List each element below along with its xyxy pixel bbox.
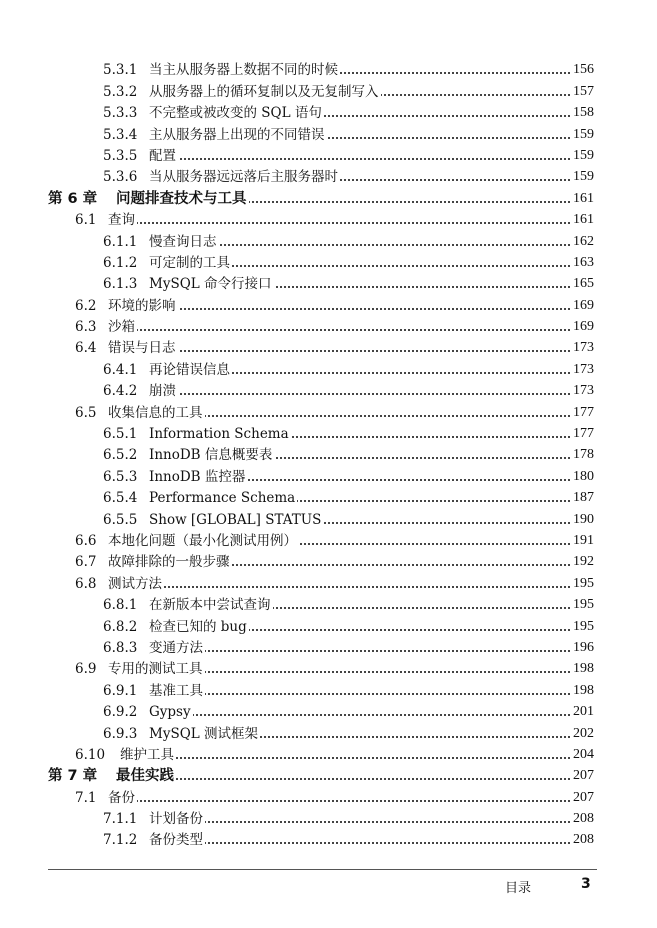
leader-dots <box>108 800 594 802</box>
toc-entry-page: 162 <box>573 233 594 249</box>
toc-chapter <box>0 185 657 206</box>
toc-entry-page: 157 <box>573 83 594 99</box>
toc-entry-page: 159 <box>573 126 594 142</box>
leader-dots <box>149 693 594 695</box>
toc-entry <box>0 100 657 121</box>
toc-entry-page: 195 <box>573 597 594 613</box>
toc-chapter-page: 161 <box>573 190 594 206</box>
toc-entry-title: Performance Schema <box>149 490 296 507</box>
toc-section <box>0 292 657 313</box>
leader-dots <box>108 308 594 310</box>
toc-entry-page: 198 <box>573 682 594 698</box>
toc-section <box>0 528 657 549</box>
toc-entry-page: 202 <box>573 725 594 741</box>
toc-entry-number: 6.5.5 <box>103 511 138 528</box>
toc-entry-number: 6.1.3 <box>103 276 138 293</box>
toc-section-page: 169 <box>573 319 594 335</box>
toc-entry-title: 崩溃 <box>149 383 176 400</box>
toc-entry-title: 慢查询日志 <box>149 233 217 250</box>
toc-entry-number: 7.1.2 <box>103 832 138 849</box>
toc-entry <box>0 378 657 399</box>
leader-dots <box>108 350 594 352</box>
toc-entry-title: 变通方法 <box>149 639 203 656</box>
toc-section-number: 6.2 <box>75 297 97 314</box>
leader-dots <box>149 158 594 160</box>
toc-entry <box>0 271 657 292</box>
toc-entry-title: 可定制的工具 <box>149 254 230 271</box>
toc-entry-number: 6.5.2 <box>103 447 138 464</box>
toc-entry-title: 基准工具 <box>149 682 203 699</box>
toc-entry-number: 5.3.6 <box>103 169 138 186</box>
table-of-contents <box>0 57 657 848</box>
toc-entry <box>0 356 657 377</box>
toc-entry-page: 178 <box>573 447 594 463</box>
toc-entry <box>0 164 657 185</box>
toc-entry-page: 208 <box>573 832 594 848</box>
toc-section-title: 故障排除的一般步骤 <box>108 554 230 571</box>
toc-entry-page: 180 <box>573 468 594 484</box>
toc-entry <box>0 806 657 827</box>
toc-entry-title: 再论错误信息 <box>149 361 230 378</box>
toc-section-number: 6.3 <box>75 319 97 336</box>
toc-section-number: 6.4 <box>75 340 97 357</box>
toc-entry-title: 主从服务器上出现的不同错误 <box>149 126 325 143</box>
toc-entry-title: 从服务器上的循环复制以及无复制写入 <box>149 83 379 100</box>
toc-entry-number: 5.3.2 <box>103 83 138 100</box>
toc-entry-number: 5.3.3 <box>103 105 138 122</box>
toc-entry-number: 5.3.5 <box>103 147 138 164</box>
leader-dots <box>120 757 594 759</box>
toc-section <box>0 784 657 805</box>
toc-chapter <box>0 763 657 784</box>
leader-dots <box>149 842 594 844</box>
toc-entry-title: 在新版本中尝试查询 <box>149 597 271 614</box>
toc-entry-number: 5.3.1 <box>103 62 138 79</box>
footer-section-title: 目录 <box>505 881 532 896</box>
toc-entry-page: 165 <box>573 276 594 292</box>
toc-entry-title: 当从服务器远远落后主服务器时 <box>149 169 338 186</box>
toc-entry-title: MySQL 命令行接口 <box>149 276 272 293</box>
toc-section-number: 6.10 <box>75 746 106 763</box>
toc-section-title: 测试方法 <box>108 575 162 592</box>
toc-entry-page: 158 <box>573 105 594 121</box>
toc-section-page: 177 <box>573 404 594 420</box>
toc-section <box>0 399 657 420</box>
toc-entry-title: 当主从服务器上数据不同的时候 <box>149 62 338 79</box>
toc-entry <box>0 677 657 698</box>
toc-entry-number: 6.5.3 <box>103 468 138 485</box>
toc-entry-number: 6.8.2 <box>103 618 138 635</box>
toc-entry <box>0 463 657 484</box>
toc-entry-page: 187 <box>573 490 594 506</box>
toc-entry <box>0 506 657 527</box>
toc-section-number: 6.5 <box>75 404 97 421</box>
leader-dots <box>108 329 594 331</box>
leader-dots <box>116 778 594 780</box>
toc-entry-number: 6.8.1 <box>103 597 138 614</box>
toc-entry-page: 163 <box>573 254 594 270</box>
toc-entry <box>0 613 657 634</box>
toc-section <box>0 549 657 570</box>
leader-dots <box>149 393 594 395</box>
toc-section-page: 195 <box>573 575 594 591</box>
toc-entry-page: 177 <box>573 426 594 442</box>
toc-entry <box>0 442 657 463</box>
toc-section-page: 207 <box>573 789 594 805</box>
toc-section-page: 191 <box>573 532 594 548</box>
toc-entry-page: 159 <box>573 147 594 163</box>
toc-entry-number: 6.1.1 <box>103 233 138 250</box>
toc-entry-page: 156 <box>573 62 594 78</box>
toc-entry <box>0 228 657 249</box>
toc-section-number: 6.6 <box>75 532 97 549</box>
toc-section-title: 专用的测试工具 <box>108 661 203 678</box>
toc-chapter-page: 207 <box>573 768 594 784</box>
toc-section-number: 7.1 <box>75 789 97 806</box>
toc-section-number: 6.1 <box>75 212 97 229</box>
toc-section-number: 6.8 <box>75 575 97 592</box>
toc-entry <box>0 57 657 78</box>
toc-entry <box>0 421 657 442</box>
toc-section <box>0 314 657 335</box>
toc-section-page: 198 <box>573 661 594 677</box>
footer-page-number: 3 <box>581 876 591 892</box>
toc-entry-number: 6.8.3 <box>103 639 138 656</box>
toc-entry-number: 6.5.4 <box>103 490 138 507</box>
toc-entry-page: 190 <box>573 511 594 527</box>
toc-section-number: 6.9 <box>75 661 97 678</box>
toc-entry-title: 备份类型 <box>149 832 203 849</box>
toc-chapter-title: 最佳实践 <box>116 768 174 785</box>
toc-entry-title: InnoDB 信息概要表 <box>149 447 273 464</box>
leader-dots <box>108 586 594 588</box>
toc-entry <box>0 250 657 271</box>
toc-entry <box>0 720 657 741</box>
leader-dots <box>149 821 594 823</box>
toc-entry <box>0 78 657 99</box>
toc-entry-page: 173 <box>573 383 594 399</box>
toc-entry-number: 6.5.1 <box>103 426 138 443</box>
toc-section-page: 192 <box>573 554 594 570</box>
toc-entry-number: 6.4.1 <box>103 361 138 378</box>
toc-chapter-number: 第 7 章 <box>48 768 98 785</box>
leader-dots <box>149 714 594 716</box>
toc-entry-title: Show [GLOBAL] STATUS <box>149 511 322 528</box>
toc-entry-number: 6.9.2 <box>103 704 138 721</box>
toc-chapter-title: 问题排查技术与工具 <box>116 190 247 207</box>
toc-section-page: 169 <box>573 297 594 313</box>
toc-entry-title: Gypsy <box>149 704 191 721</box>
toc-entry <box>0 485 657 506</box>
toc-entry-page: 208 <box>573 811 594 827</box>
leader-dots <box>149 650 594 652</box>
toc-entry-page: 195 <box>573 618 594 634</box>
toc-section-title: 查询 <box>108 212 135 229</box>
toc-section <box>0 570 657 591</box>
toc-section-title: 收集信息的工具 <box>108 404 203 421</box>
toc-entry-title: 不完整或被改变的 SQL 语句 <box>149 105 322 122</box>
toc-entry <box>0 592 657 613</box>
toc-section <box>0 335 657 356</box>
toc-section-page: 161 <box>573 212 594 228</box>
toc-entry-page: 173 <box>573 361 594 377</box>
toc-entry-title: 配置 <box>149 147 176 164</box>
toc-entry <box>0 143 657 164</box>
toc-section <box>0 656 657 677</box>
toc-section <box>0 742 657 763</box>
toc-entry-number: 7.1.1 <box>103 811 138 828</box>
toc-entry-page: 201 <box>573 704 594 720</box>
toc-entry-page: 159 <box>573 169 594 185</box>
toc-entry-page: 196 <box>573 639 594 655</box>
toc-section-page: 204 <box>573 746 594 762</box>
toc-entry <box>0 827 657 848</box>
toc-entry-number: 6.9.1 <box>103 682 138 699</box>
toc-entry-title: 计划备份 <box>149 811 203 828</box>
toc-section <box>0 207 657 228</box>
toc-section-title: 维护工具 <box>120 746 174 763</box>
toc-section-title: 错误与日志 <box>108 340 176 357</box>
toc-chapter-number: 第 6 章 <box>48 190 98 207</box>
toc-section-title: 备份 <box>108 789 135 806</box>
toc-entry-title: MySQL 测试框架 <box>149 725 259 742</box>
toc-entry <box>0 699 657 720</box>
toc-entry <box>0 121 657 142</box>
toc-section-title: 本地化问题（最小化测试用例） <box>108 532 297 549</box>
toc-section-title: 沙箱 <box>108 319 135 336</box>
toc-entry-number: 6.4.2 <box>103 383 138 400</box>
toc-section-number: 6.7 <box>75 554 97 571</box>
toc-section-title: 环境的影响 <box>108 297 176 314</box>
toc-entry-number: 6.1.2 <box>103 254 138 271</box>
leader-dots <box>108 222 594 224</box>
toc-entry-title: InnoDB 监控器 <box>149 468 246 485</box>
toc-entry-number: 5.3.4 <box>103 126 138 143</box>
toc-entry-title: 检查已知的 bug <box>149 618 247 635</box>
toc-entry <box>0 635 657 656</box>
footer-divider <box>48 869 597 870</box>
toc-entry-title: Information Schema <box>149 426 289 443</box>
toc-section-page: 173 <box>573 340 594 356</box>
toc-entry-number: 6.9.3 <box>103 725 138 742</box>
